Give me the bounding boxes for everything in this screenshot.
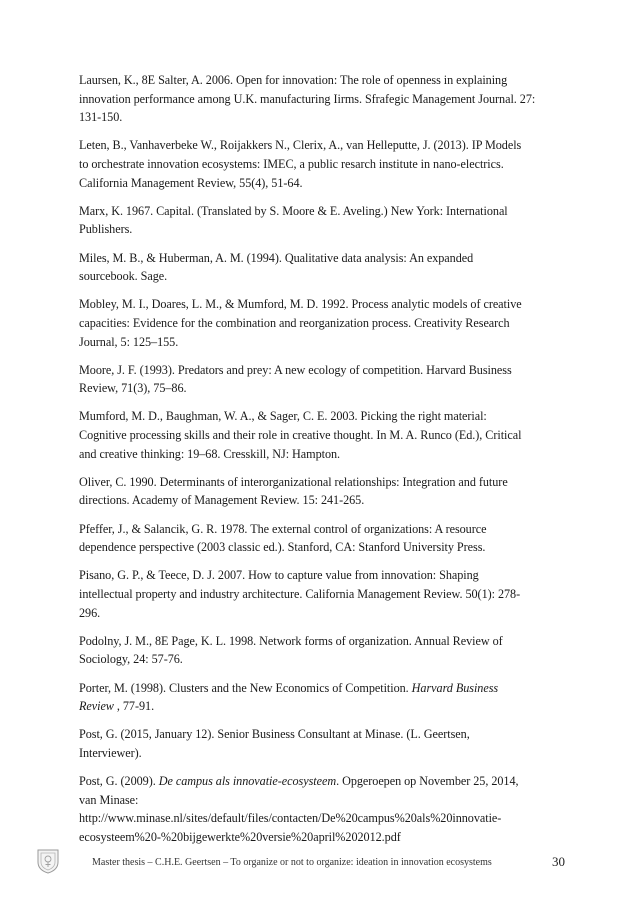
reference-entry <box>79 71 569 127</box>
reference-line: Leten, B., Vanhaverbeke W., Roijakkers N., Clerix, A., van Helleputte, J. (2013). IP Models <box>79 138 522 153</box>
university-seal-icon <box>36 848 60 874</box>
page-number: 30 <box>552 854 565 869</box>
reference-line: Cognitive processing skills and their role in creative thought. In M. A. Runco (Ed.), Critical <box>79 428 522 443</box>
reference-line: Mobley, M. I., Doares, L. M., & Mumford, M. D. 1992. Process analytic models of creative <box>79 297 522 312</box>
reference-line: Mumford, M. D., Baughman, W. A., & Sager, C. E. 2003. Picking the right material: <box>79 409 487 424</box>
reference-entry <box>79 136 569 192</box>
reference-line: to orchestrate innovation ecosystems: IMEC, a public resarch institute in nano-electrics. <box>79 156 504 171</box>
reference-url[interactable]: ecosysteem%20-%20bijgewerkte%20versie%20april%202012.pdf <box>79 829 401 844</box>
reference-text: Porter, M. (1998). Clusters and the New Economics of Competition. <box>79 680 412 695</box>
reference-text: , 77-91. <box>113 699 155 714</box>
reference-line: Pfeffer, J., & Salancik, G. R. 1978. The external control of organizations: A resource <box>79 521 487 536</box>
reference-entry <box>79 473 569 510</box>
reference-line <box>79 697 569 716</box>
reference-entry <box>79 725 569 762</box>
reference-entry <box>79 632 569 669</box>
journal-title: Review <box>79 699 114 714</box>
reference-line: and creative thinking: 19–68. Cresskill, NJ: Hampton. <box>79 446 341 461</box>
reference-line: Post, G. (2015, January 12). Senior Business Consultant at Minase. (L. Geertsen, <box>79 727 470 742</box>
reference-line: capacities: Evidence for the combination and reorganization process. Creativity Research <box>79 315 510 330</box>
reference-line: dependence perspective (2003 classic ed.). Stanford, CA: Stanford University Press. <box>79 540 486 555</box>
reference-entry <box>79 566 569 622</box>
reference-line: California Management Review, 55(4), 51-64. <box>79 175 303 190</box>
reference-line: Review, 71(3), 75–86. <box>79 381 187 396</box>
reference-line <box>79 772 569 791</box>
work-title: De campus als innovatie-ecosysteem <box>158 774 337 789</box>
reference-line: Marx, K. 1967. Capital. (Translated by S. Moore & E. Aveling.) New York: International <box>79 203 508 218</box>
reference-line: Laursen, K., 8E Salter, A. 2006. Open for innovation: The role of openness in explaining <box>79 73 508 87</box>
reference-entry <box>79 361 569 398</box>
reference-line: directions. Academy of Management Review. 15: 241-265. <box>79 493 365 508</box>
reference-entry <box>79 249 569 286</box>
reference-line: Moore, J. F. (1993). Predators and prey: A new ecology of competition. Harvard Business <box>79 362 512 377</box>
reference-line: van Minase: <box>79 792 139 807</box>
reference-line: Oliver, C. 1990. Determinants of interorganizational relationships: Integration and future <box>79 474 508 489</box>
reference-entry <box>79 295 569 351</box>
reference-line: Publishers. <box>79 222 133 237</box>
reference-line: Interviewer). <box>79 745 142 760</box>
reference-text: . Opgeroepen op November 25, 2014, <box>336 774 519 789</box>
page-footer <box>0 835 638 885</box>
reference-list <box>79 71 569 856</box>
reference-line: 131-150. <box>79 110 123 125</box>
reference-text: Post, G. (2009). <box>79 774 159 789</box>
reference-url[interactable]: http://www.minase.nl/sites/default/files/contacten/De%20campus%20als%20innovatie- <box>79 811 502 826</box>
reference-line: Pisano, G. P., & Teece, D. J. 2007. How to capture value from innovation: Shaping <box>79 568 479 583</box>
reference-line: 296. <box>79 605 101 620</box>
reference-line: Journal, 5: 125–155. <box>79 334 179 349</box>
reference-line: Miles, M. B., & Huberman, A. M. (1994). Qualitative data analysis: An expanded <box>79 250 474 265</box>
reference-entry <box>79 520 569 557</box>
footer-text: Master thesis – C.H.E. Geertsen – To organize or not to organize: ideation in innovation ecosystems <box>92 857 492 868</box>
reference-line: Podolny, J. M., 8E Page, K. L. 1998. Network forms of organization. Annual Review of <box>79 633 503 648</box>
reference-line: intellectual property and industry architecture. California Management Review. 50(1): 278- <box>79 587 521 601</box>
reference-entry <box>79 407 569 463</box>
reference-entry <box>79 679 569 716</box>
reference-line: sourcebook. Sage. <box>79 269 168 284</box>
journal-title: Harvard Business <box>411 680 499 695</box>
reference-line: Sociology, 24: 57-76. <box>79 652 183 667</box>
reference-line <box>79 679 569 698</box>
reference-entry <box>79 202 569 239</box>
reference-line: innovation performance among U.K. manufacturing Iirms. Sfrafegic Management Journal. 27: <box>79 91 536 106</box>
